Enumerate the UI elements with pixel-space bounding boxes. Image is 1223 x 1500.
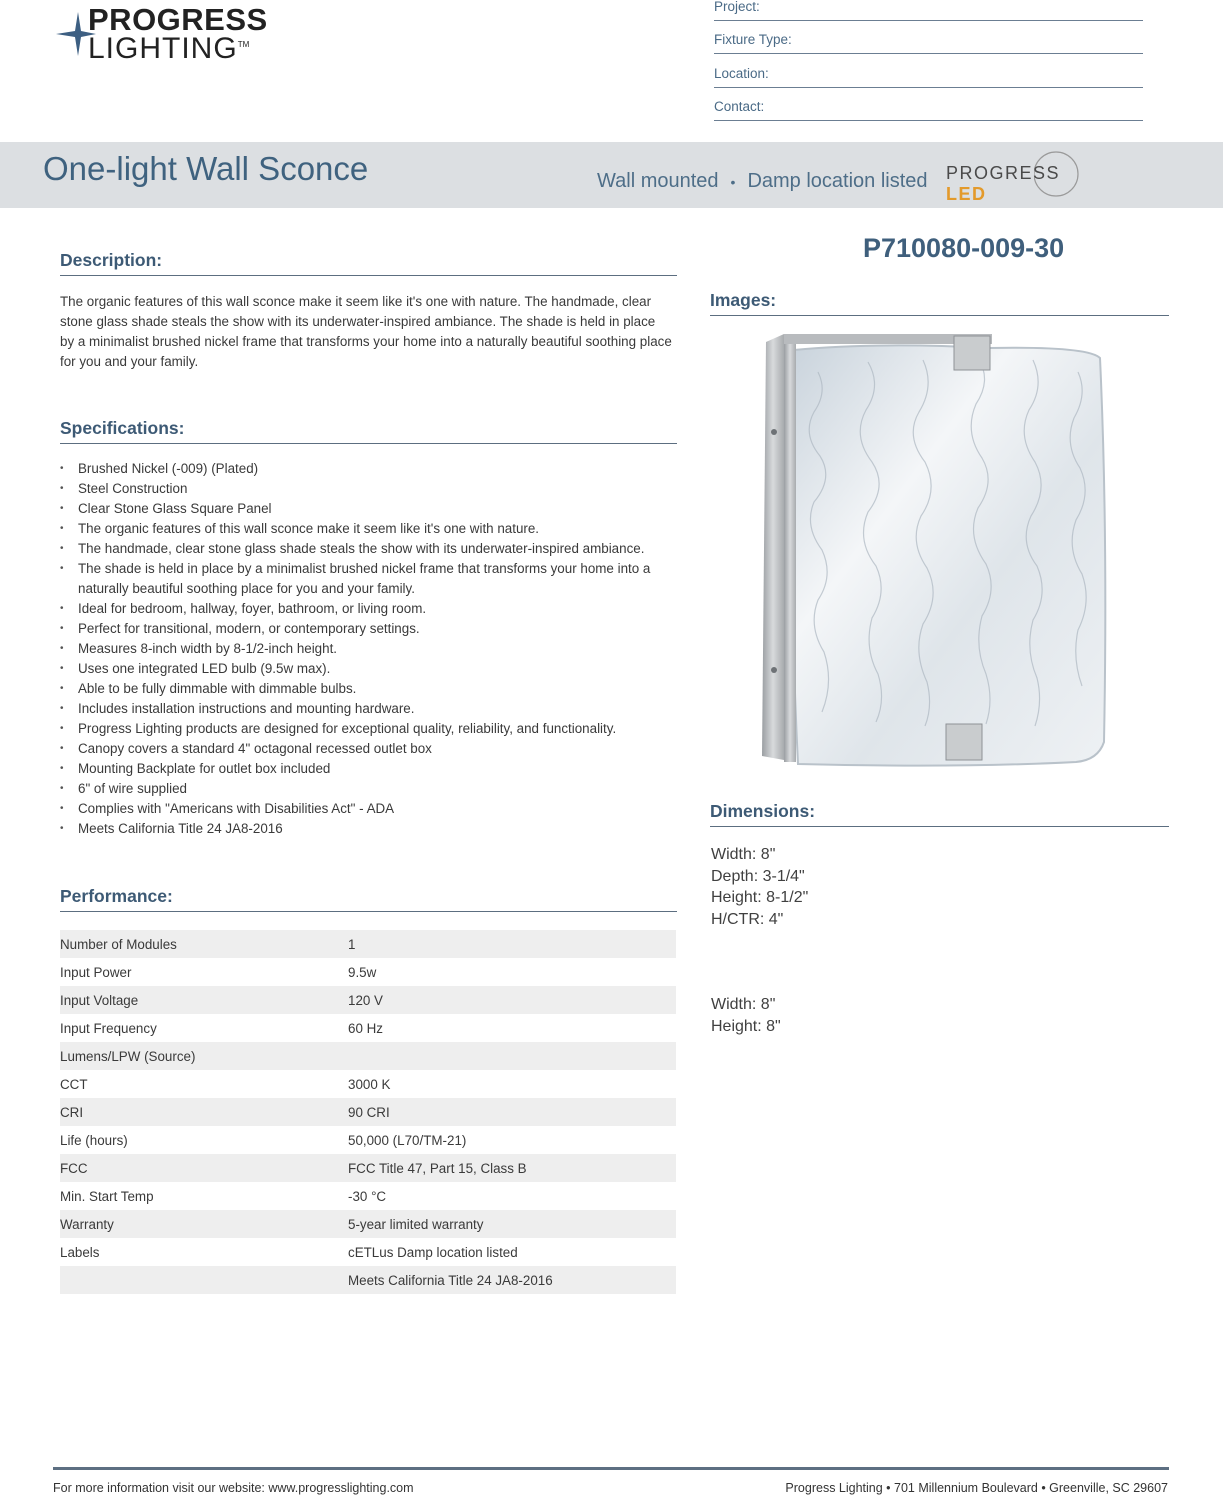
- product-title: One-light Wall Sconce: [43, 150, 369, 187]
- spec-item: • Complies with "Americans with Disabilities Act" - ADA: [60, 799, 680, 819]
- performance-value: FCC Title 47, Part 15, Class B: [348, 1154, 676, 1182]
- performance-value: 60 Hz: [348, 1020, 383, 1036]
- performance-row: [60, 1238, 676, 1266]
- spec-item: • Canopy covers a standard 4" octagonal recessed outlet box: [60, 739, 680, 759]
- specifications-heading: Specifications:: [60, 418, 677, 444]
- wall-sconce-image: [758, 332, 1110, 780]
- dim-backplate-width: Width: 8": [711, 996, 776, 1013]
- performance-row: [60, 1098, 676, 1126]
- contact-field[interactable]: Contact:: [714, 100, 1143, 121]
- performance-row: [60, 1210, 676, 1238]
- performance-label: CRI: [60, 1098, 348, 1126]
- performance-label: Input Voltage: [60, 986, 348, 1014]
- dim-hctr: H/CTR: 4": [711, 910, 784, 928]
- performance-value: 9.5w: [348, 964, 377, 980]
- footer-address: Progress Lighting • 701 Millennium Boulevard • Greenville, SC 29607: [785, 1481, 1168, 1495]
- brand-logo: [56, 2, 296, 72]
- sku-number: P710080-009-30: [863, 233, 1065, 263]
- spec-item: • Mounting Backplate for outlet box included: [60, 759, 680, 779]
- spec-item: • Brushed Nickel (-009) (Plated): [60, 459, 680, 479]
- spec-item: • 6" of wire supplied: [60, 779, 680, 799]
- performance-label: [60, 1266, 348, 1294]
- performance-row: [60, 1154, 676, 1182]
- spec-item: • Clear Stone Glass Square Panel: [60, 499, 680, 519]
- performance-row: [60, 930, 676, 958]
- performance-value: -30 °C: [348, 1188, 387, 1204]
- brand-name-line1: PROGRESS: [88, 2, 268, 37]
- dim-backplate-height: Height: 8": [711, 1017, 781, 1035]
- trademark: TM: [237, 40, 250, 49]
- location-field[interactable]: Location:: [714, 67, 1143, 88]
- performance-label: Input Frequency: [60, 1020, 157, 1036]
- performance-row: [60, 986, 676, 1014]
- performance-label: Min. Start Temp: [60, 1188, 154, 1204]
- performance-value: 1: [348, 930, 676, 958]
- fixture-type-field[interactable]: Fixture Type:: [714, 33, 1143, 54]
- performance-value: 50,000 (L70/TM-21): [348, 1132, 467, 1148]
- feature-tags: [597, 170, 928, 193]
- performance-label: Input Power: [60, 964, 132, 980]
- specifications-list: [60, 459, 680, 839]
- performance-row: [60, 1126, 676, 1154]
- tag-wall-mounted: Wall mounted: [597, 170, 719, 192]
- performance-label: Lumens/LPW (Source): [60, 1042, 348, 1070]
- description-text: The organic features of this wall sconce make it seem like it's one with nature. The handmade, clear stone glass shade steals the show with its underwater-inspired ambiance. The shade is held in place by a minimalist brushed nickel frame that transforms your home into a naturally beautiful soothing place for you and your family.: [60, 294, 672, 369]
- performance-label: Warranty: [60, 1210, 348, 1238]
- performance-label: Number of Modules: [60, 930, 348, 958]
- performance-row: [60, 958, 676, 986]
- performance-label: CCT: [60, 1076, 88, 1092]
- performance-heading: Performance:: [60, 886, 677, 912]
- spec-item: • Ideal for bedroom, hallway, foyer, bathroom, or living room.: [60, 599, 680, 619]
- performance-value: 5-year limited warranty: [348, 1210, 676, 1238]
- dim-width: Width: 8": [711, 846, 776, 863]
- spec-item: • Meets California Title 24 JA8-2016: [60, 819, 680, 839]
- performance-value: cETLus Damp location listed: [348, 1244, 518, 1260]
- performance-table: [60, 930, 676, 1294]
- badge-progress: PROGRESS: [946, 163, 1061, 183]
- images-heading: Images:: [710, 290, 1169, 316]
- brand-name-line2: LIGHTING™: [88, 32, 250, 65]
- badge-led: LED: [946, 184, 987, 204]
- spec-item: • Progress Lighting products are designed for exceptional quality, reliability, and functionality.: [60, 719, 680, 739]
- tag-separator: •: [730, 174, 736, 190]
- spec-item: • Able to be fully dimmable with dimmable bulbs.: [60, 679, 680, 699]
- performance-row: [60, 1042, 676, 1070]
- performance-value: Meets California Title 24 JA8-2016: [348, 1266, 676, 1294]
- performance-label: FCC: [60, 1154, 348, 1182]
- performance-label: Labels: [60, 1244, 100, 1260]
- spec-item: • The shade is held in place by a minimalist brushed nickel frame that transforms your home into a naturally beautiful soothing place for you and your family.: [60, 559, 680, 599]
- dim-depth: Depth: 3-1/4": [711, 867, 805, 885]
- performance-row: [60, 1182, 676, 1210]
- performance-row: [60, 1070, 676, 1098]
- dimensions-group-1: [711, 844, 808, 930]
- performance-label: Life (hours): [60, 1132, 128, 1148]
- footer-divider: [53, 1467, 1169, 1470]
- spec-item: • Measures 8-inch width by 8-1/2-inch height.: [60, 639, 680, 659]
- tag-damp-location: Damp location listed: [747, 170, 928, 192]
- project-field[interactable]: Project:: [714, 0, 1143, 21]
- footer-website[interactable]: For more information visit our website: www.progresslighting.com: [53, 1481, 414, 1495]
- performance-value: 3000 K: [348, 1076, 391, 1092]
- spec-item: • Includes installation instructions and mounting hardware.: [60, 699, 680, 719]
- performance-row: [60, 1014, 676, 1042]
- description-heading: Description:: [60, 250, 677, 276]
- dimensions-heading: Dimensions:: [710, 801, 1169, 827]
- performance-value: 90 CRI: [348, 1098, 676, 1126]
- spec-item: • Steel Construction: [60, 479, 680, 499]
- dim-height: Height: 8-1/2": [711, 889, 809, 906]
- dimensions-group-2: [711, 994, 781, 1037]
- performance-value: [348, 1042, 676, 1070]
- progress-led-badge: [946, 150, 1080, 204]
- spec-item: • The organic features of this wall sconce make it seem like it's one with nature.: [60, 519, 680, 539]
- performance-row: [60, 1266, 676, 1294]
- performance-value: 120 V: [348, 986, 676, 1014]
- spec-item: • Perfect for transitional, modern, or contemporary settings.: [60, 619, 680, 639]
- spec-item: • The handmade, clear stone glass shade steals the show with its underwater-inspired ambiance.: [60, 539, 680, 559]
- spec-item: • Uses one integrated LED bulb (9.5w max).: [60, 659, 680, 679]
